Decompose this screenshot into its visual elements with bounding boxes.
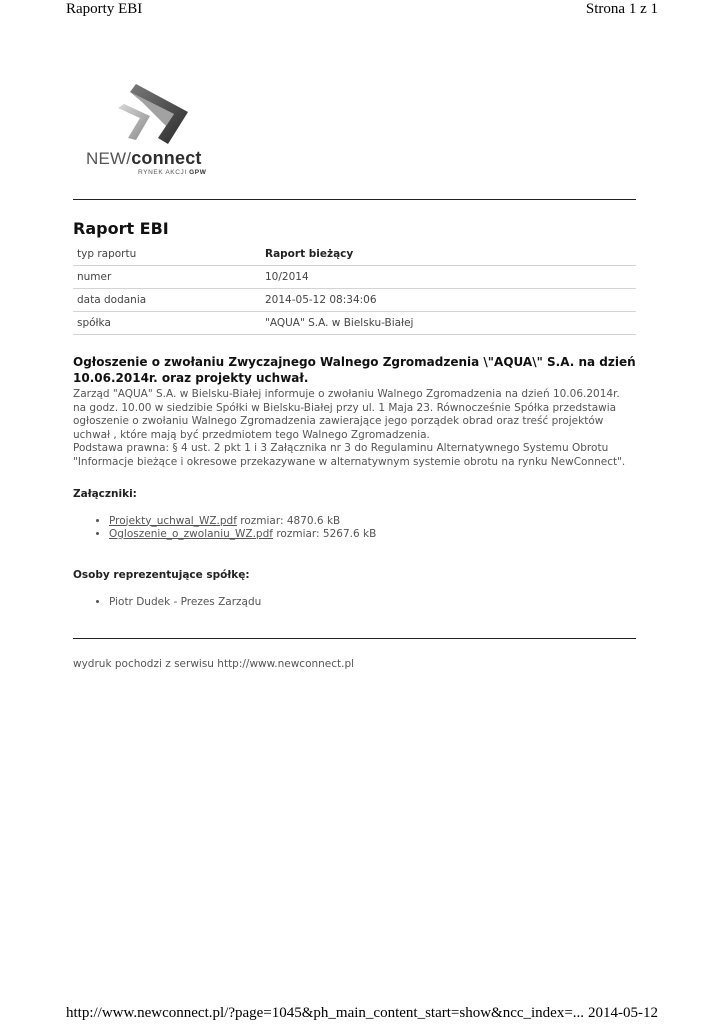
print-header-title: Raporty EBI [66,1,143,17]
report-content [73,354,636,609]
legal-basis-text: Podstawa prawna: § 4 ust. 2 pkt 1 i 3 Załącznika nr 3 do Regulaminu Alternatywnego Systemu Obrotu "Informacje bieżące i okresowe przekazywane w alternatywnym systemie obrotu na rynku NewConnect". [73,442,626,468]
detail-value: 2014-05-12 08:34:06 [261,289,636,312]
print-footer-date: 2014-05-12 [588,1005,658,1021]
report-details-row [73,312,636,335]
print-header [66,0,658,20]
detail-value: Raport bieżący [261,243,636,266]
attachment-size: rozmiar: 5267.6 kB [276,528,377,541]
attachments-label: Załączniki: [73,487,137,500]
detail-label: typ raportu [73,243,261,266]
detail-label: data dodania [73,289,261,312]
detail-value: 10/2014 [261,266,636,289]
print-footer [66,1002,658,1022]
representative-item: • Piotr Dudek - Prezes Zarządu [109,596,636,610]
attachment-size: rozmiar: 4870.6 kB [240,514,341,527]
attachment-link[interactable]: Ogloszenie_o_zwolaniu_WZ.pdf [109,528,273,541]
print-footer-url: http://www.newconnect.pl/?page=1045&ph_main_content_start=show&ncc_index=... [66,1005,585,1021]
report-body [73,388,636,470]
attachment-link[interactable]: Projekty_uchwal_WZ.pdf [109,514,237,527]
report-title: Raport EBI [73,219,169,238]
logo-tagline: RYNEK AKCJI GPW [138,169,207,176]
attachment-item [109,515,636,529]
report-subject: Ogłoszenie o zwołaniu Zwyczajnego Walnego Zgromadzenia \"AQUA\" S.A. na dzień 10.06.2014r. oraz projekty uchwał. [73,355,636,385]
representatives-list [73,596,636,610]
report-details-table [73,243,636,335]
print-header-page-number: Strona 1 z 1 [585,1,658,17]
report-details-row [73,289,636,312]
newconnect-chevron-icon [84,82,194,146]
report-details-row [73,266,636,289]
attachment-item [109,528,636,542]
bottom-divider [73,638,636,639]
source-note: wydruk pochodzi z serwisu http://www.newconnect.pl [73,658,355,670]
report-details-row [73,243,636,266]
attachments-list [73,515,636,542]
representatives-label: Osoby reprezentujące spółkę: [73,568,250,581]
report-body-text: Zarząd "AQUA" S.A. w Bielsku-Białej informuje o zwołaniu Walnego Zgromadzenia na dzień 10.06.2014r. na godz. 10.00 w siedzibie Spółki w Bielsku-Białej przy ul. 1 Maja 23. Równocześnie Spółka przedstawia ogłoszenie o zwołaniu Walnego Zgromadzenia zawierające jego porządek obrad oraz treść projektów uchwał , które mają być przedmiotem tego Walnego Zgromadzenia. [73,388,620,441]
detail-label: numer [73,266,261,289]
newconnect-logo [84,82,234,182]
top-divider [73,199,636,200]
detail-label: spółka [73,312,261,335]
detail-value: "AQUA" S.A. w Bielsku-Białej [261,312,636,335]
logo-wordmark: NEW/connect [86,148,202,168]
